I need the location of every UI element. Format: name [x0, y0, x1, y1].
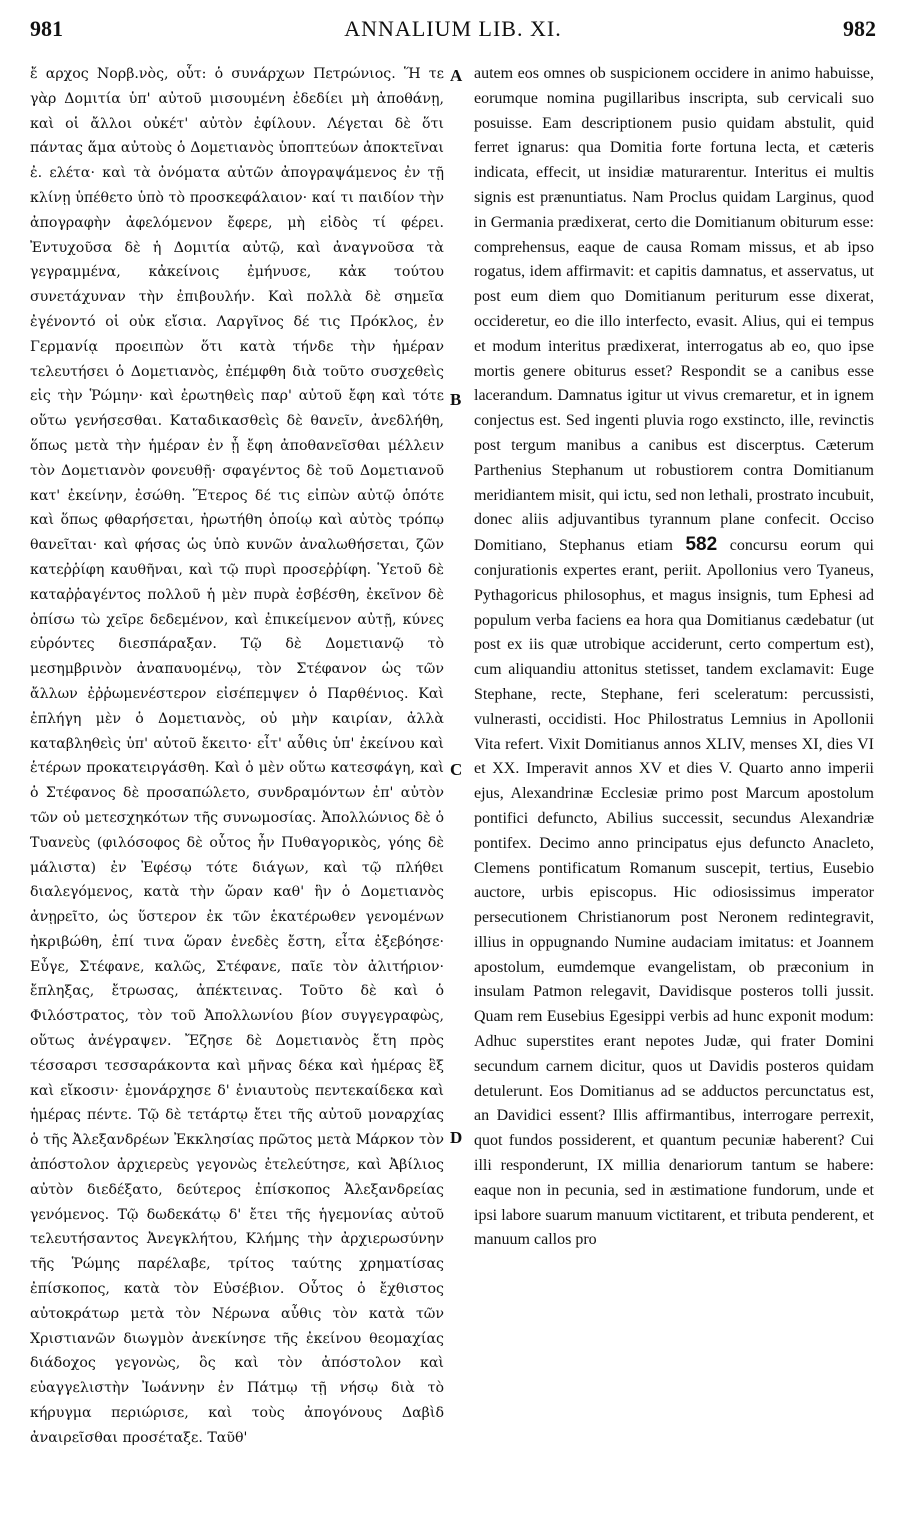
page-number-left: 981: [30, 16, 63, 41]
latin-text-part-2: concursu eorum qui conjurationis expertes erant, periit. Apollonius vero Tyaneus, Pythagoricus philosophus, et magus insignis, tum Ephesi ad populum verba faciens ea hora qua Domitianus cædebatur (ut post ex iis quæ utrobique acciderunt, certo compertum est), cum aliquandiu attonitus stetisset, tandem exclamavit: Euge Stephane, recte, Stephane, feri sceleratum: percussisti, vulnerasti, occidisti. Hoc Philostratus Lemnius in Apollonii Vita refert. Vixit Domitianus annos XLIV, menses XI, dies VI et XX. Imperavit annos XV et dies V. Quarto anno imperii ejus, Alexandrinæ Ecclesiæ primo post Marcum apostolum pontifici defuncto, Abilius successit, secundus Alexandriæ pontifex. Decimo anno principatus ejus defuncto Anacleto, Clemens pontificatum Romanum suscepit, tertius, Eusebio auctore, urbis episcopus. Hic odiosissimus imperator persecutionem Christianorum post Neronem redintegravit, illius in oppugnando Numine audaciam imitatus: et Joannem apostolum, eumdemque evangelistam, ob præconium in insulam Patmon relegavit, Davidisque posteros tolli jussit. Quam rem Eusebius Egesippi verbis ad hunc exponit modum: Adhuc superstites erant nepotes Judæ, qui frater Domini secundum carnem dicitur, quos ut Davidis posteros quidam detulerunt. Eos Domitianus ad se adductos percunctatus est, an Davidici essent? Illis affirmantibus, interrogare perrexit, quot fundos possiderent, et quantum pecuniæ haberent? Cui illi responderunt, IX millia denariorum tantum se habere: eaque non in pecunia, sed in æstimatione fundorum, unde et ipsi labore suarum manuum victitarent, et tributa penderent, et manuum callos pro: [474, 537, 878, 1249]
latin-text-part-1: autem eos omnes ob suspicionem occidere in animo habuisse, eorumque nomina pugillaribus inscripta, sub cervicali suo posuisse. Eam descriptionem pusio quidam abstulit, quid ferret ignarus: qua Domitia forte fortuna lecta, et cæteris indicata, effecit, ut insidiæ maturarentur. Interitus ei multis signis est prænuntiatus. Nam Proclus quidam Larginus, quod in Germania prædixerat, certo die Domitianum obiturum esse: comprehensus, eaque de causa Romam missus, et ab ipso rogatus, idem affirmavit: et capitis damnatus, et asservatus, ut post eum diem quo Domitianum periturum esse dixerat, occideretur, eo die illo interfecto, evasit. Alius, qui ei tempus et modum interitus prædixerat, interrogatus ab eo, quo ipse mortis genere obiturus esset? Respondit se a canibus esse lacerandum. Damnatus igitur ut vivus cremaretur, et in ignem conjectus est. Sed ingenti pluvia rogo exstincto, ille, revinctis post tergum manibus a canibus est discerptus. Cæterum Parthenius Stephanum ut robustiorem contra Domitianum meridiantem misit, qui ictu, sed non lethali, prostrato incubuit, donec aliis adjuvantibus tyrannum plane confecit. Occiso Domitiano, Stephanus etiam: [474, 65, 878, 555]
margin-marker-b: B: [450, 390, 462, 409]
page-header: [30, 8, 876, 48]
latin-text: [474, 62, 878, 1253]
margin-marker-c: C: [450, 760, 463, 779]
greek-text: ἔ αρχος Νορβ.νὸς, οὗτ: ὁ συνάρχων Πετρώνιος. Ἥ τε γὰρ Δομιτία ὑπ' αὐτοῦ μισουμένη ἐδεδίει μὴ ἀποθάνῃ, καὶ οἱ ἄλλοι οὐκέτ' αὐτὸν ἐφίλουν. Λέγεται δὲ ὅτι πάντας ἅμα αὐτοὺς ὁ Δομετιανὸς ὑποπτεύων ἀποκτεῖναι ἐ. ελέτα· καὶ τὰ ὀνόματα αὐτῶν ἀπογραψάμενος ἐν τῇ κλίνῃ ὑπέθετο ὑπὸ τὸ προσκεφάλαιον· καί τι παιδίον τὴν ἀπογραφὴν ἀφελόμενον ἔφερε, μὴ εἰδὸς τί φέρει. Ἐντυχοῦσα δὲ ἡ Δομιτία αὐτῷ, καὶ ἀναγνοῦσα τὰ γεγραμμένα, κἀκείνοις ἐμήνυσε, κἀκ τούτου συνετάχυναν τὴν ἐπιβουλήν. Καὶ πολλὰ δὲ σημεῖα ἐγένοντό οἱ οὐκ εἴσια. Λαργῖνος δέ τις Πρόκλος, ἐν Γερμανίᾳ προειπὼν ὅτι κατὰ τήνδε τὴν ἡμέραν τελευτήσει ὁ Δομετιανὸς, ἐπέμφθη διὰ τοῦτο συσχεθεὶς εἰς τὴν Ῥώμην· καὶ ἐρωτηθεὶς παρ' αὐτοῦ ἔφη καὶ τότε οὕτω γενήσεσθαι. Καταδικασθεὶς δὲ θανεῖν, ἀνεδλήθη, ὅπως μετὰ τὴν ἡμέραν ἐν ᾗ ἔφη ἀποθανεῖσθαι μέλλειν τὸν Δομετιανὸν φονευθῇ· σφαγέντος δὲ τοῦ Δομετιανοῦ κατ' ἐκείνην, ἐσώθη. Ἕτερος δέ τις εἰπὼν αὐτῷ ὁπότε καὶ ὅπως φθαρήσεται, ἠρωτήθη ὁποίῳ καὶ αὐτὸς τρόπῳ θανεῖται· καὶ φήσας ὡς ὑπὸ κυνῶν ἀναλωθήσεται, ζῶν κατεῤῥίφη καυθῆναι, καὶ τῷ πυρὶ προσεῤῥίφη. Ὑετοῦ δὲ καταῤῥαγέντος πολλοῦ ἡ μὲν πυρὰ ἐσβέσθη, ἐκεῖνον δὲ ὀπίσω τὼ χεῖρε δεδεμένον, καὶ ἐπικείμενον αὐτῇ, κύνες εὑρόντες διεσπάραξαν. Τῷ δὲ Δομετιανῷ τὸ μεσημβρινὸν ἀναπαυομένῳ, τὸν Στέφανον ὡς τῶν ἄλλων ἐῤῥωμενέστερον εἰσέπεμψεν ὁ Παρθένιος. Καὶ ἐπλήγη μὲν ὁ Δομετιανὸς, οὐ μὴν καιρίαν, ἀλλὰ καταβληθεὶς ὑπ' αὐτοῦ ἔκειτο· εἶτ' αὖθις ὑπ' ἐκείνου καὶ ἑτέρων προκατειργάσθη. Καὶ ὁ μὲν οὕτω κατεσφάγη, καὶ ὁ Στέφανος δὲ προσαπώλετο, συνδραμόντων ἐπ' αὐτὸν τῶν οὐ μετεσχηκότων τῆς συνωμοσίας. Ἀπολλώνιος δὲ ὁ Τυανεὺς (φιλόσοφος δὲ οὗτος ἦν Πυθαγορικὸς, γόης δὲ μάλιστα) ἐν Ἐφέσῳ τότε διάγων, καὶ τῷ πλήθει διαλεγόμενος, κατὰ τὴν ὥραν καθ' ἣν ὁ Δομετιανὸς ἀνῃρεῖτο, ὡς ὕστερον ἐκ τῶν ἑκατέρωθεν γενομένων ἠκριβώθη, ἐπί τινα ὥραν ἐνεδὲς ἔστη, εἶτα ἐξεβόησε· Εὖγε, Στέφανε, καλῶς, Στέφανε, παῖε τὸν ἀλιτήριον· ἔπληξας, ἔτρωσας, ἀπέκτεινας. Τοῦτο δὲ καὶ ὁ Φιλόστρατος, τὸν τοῦ Ἀπολλωνίου βίον συγγεγραφὼς, οὕτως ἀνέγραψεν. Ἔζησε δὲ Δομετιανὸς ἔτη πρὸς τέσσαρσι τεσσαράκοντα καὶ μῆνας δέκα καὶ ἡμέρας ἓξ καὶ εἴκοσιν· ἐμονάρχησε δ' ἐνιαυτοὺς πεντεκαίδεκα καὶ ἡμέρας πέντε. Τῷ δὲ τετάρτῳ ἔτει τῆς αὐτοῦ μοναρχίας ὁ τῆς Ἀλεξανδρέων Ἐκκλησίας πρῶτος μετὰ Μάρκον τὸν ἀπόστολον ἀρχιερεὺς γεγονὼς ἐτελεύτησε, καὶ Ἀβίλιος αὐτὸν διεδέξατο, δεύτερος ἐπίσκοπος Ἀλεξανδρείας γενόμενος. Τῷ δωδεκάτῳ δ' ἔτει τῆς ἡγεμονίας αὐτοῦ τελευτήσαντος Ἀνεγκλήτου, Κλήμης τὴν ἀρχιερωσύνην τῆς Ῥώμης παρέλαβε, τρίτος ταύτης χρηματίσας ἐπίσκοπος, κατὰ τὸν Εὐσέβιον. Οὗτος ὁ ἔχθιστος αὐτοκράτωρ μετὰ τὸν Νέρωνα αὖθις τὸν κατὰ τῶν Χριστιανῶν διωγμὸν ἀνεκίνησε τῆς ἐκείνου θεομαχίας διάδοχος γεγονὼς, ὃς καὶ τὸν ἀπόστολον καὶ εὐαγγελιστὴν Ἰωάννην ἐν Πάτμῳ τῇ νήσῳ διὰ τὸ κήρυγμα περιώρισε, καὶ τοὺς ἀπογόνους Δαβὶδ ἀναιρεῖσθαι προσέταξε. Ταῦθ': [30, 66, 449, 1446]
latin-column: [474, 62, 878, 1522]
inline-page-number: 582: [685, 534, 718, 556]
greek-column: [30, 62, 449, 1522]
margin-marker-d: D: [450, 1128, 463, 1147]
margin-marker-a: A: [450, 66, 463, 85]
running-title: ANNALIUM LIB. XI.: [344, 16, 562, 41]
page-number-right: 982: [843, 16, 876, 41]
